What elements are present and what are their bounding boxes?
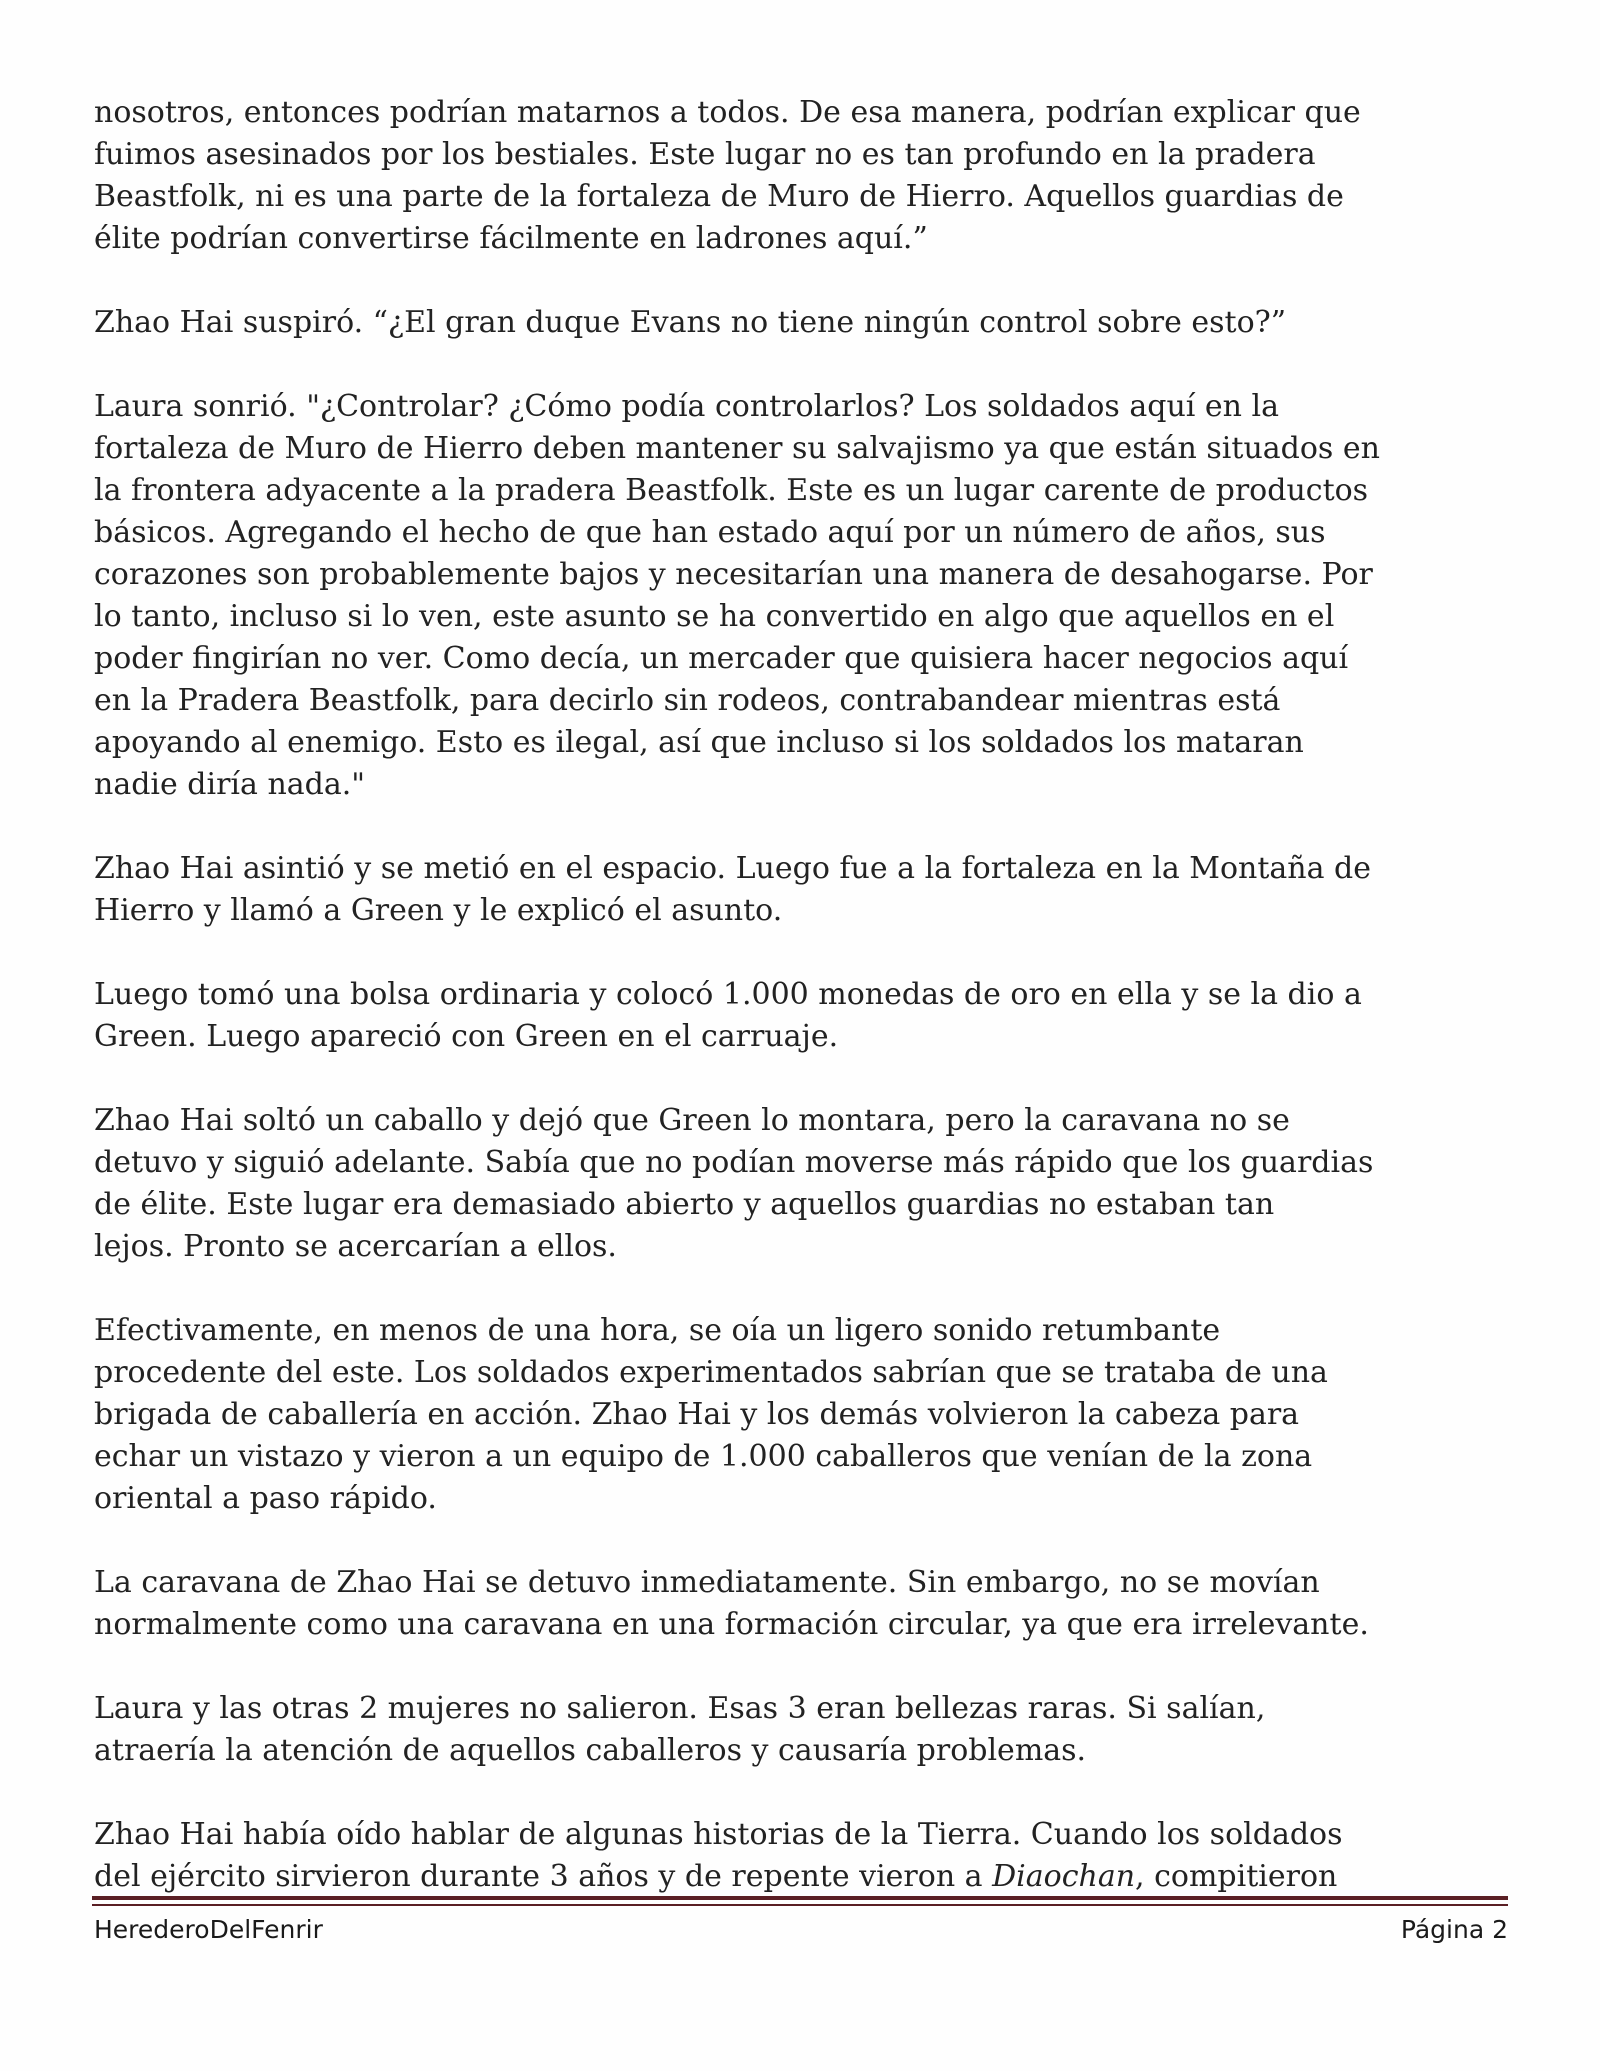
footer-rule-thick — [92, 1896, 1508, 1900]
text-line: en la Pradera Beastfolk, para decirlo sin rodeos, contrabandear mientras está — [94, 683, 1281, 718]
text-line: nosotros, entonces podrían matarnos a todos. De esa manera, podrían explicar que — [94, 95, 1361, 130]
text-line: Zhao Hai asintió y se metió en el espacio. Luego fue a la fortaleza en la Montaña de — [94, 851, 1371, 886]
text-line: Zhao Hai había oído hablar de algunas historias de la Tierra. Cuando los soldados — [94, 1817, 1343, 1852]
text-line: básicos. Agregando el hecho de que han estado aquí por un número de años, sus — [94, 515, 1326, 550]
text-line: lo tanto, incluso si lo ven, este asunto se ha convertido en algo que aquellos en el — [94, 599, 1335, 634]
text-line: atraería la atención de aquellos caballeros y causaría problemas. — [94, 1733, 1087, 1768]
paragraph — [94, 92, 1514, 260]
text-line: normalmente como una caravana en una formación circular, ya que era irrelevante. — [94, 1607, 1369, 1642]
paragraph — [94, 1310, 1514, 1520]
footer-author: HerederoDelFenrir — [94, 1915, 323, 1944]
text-line: Efectivamente, en menos de una hora, se oía un ligero sonido retumbante — [94, 1313, 1221, 1348]
text-line: la frontera adyacente a la pradera Beastfolk. Este es un lugar carente de productos — [94, 473, 1369, 508]
paragraph — [94, 302, 1514, 344]
footer-rule-thin — [92, 1904, 1508, 1906]
paragraph — [94, 848, 1514, 932]
text-line: poder fingirían no ver. Como decía, un mercader que quisiera hacer negocios aquí — [94, 641, 1349, 676]
text-line: Laura sonrió. "¿Controlar? ¿Cómo podía controlarlos? Los soldados aquí en la — [94, 389, 1279, 424]
paragraph — [94, 1562, 1514, 1646]
page-body-text — [94, 92, 1514, 1898]
text-line: Hierro y llamó a Green y le explicó el asunto. — [94, 893, 783, 928]
text-line: nadie diría nada." — [94, 767, 366, 802]
paragraph — [94, 974, 1514, 1058]
text-line: corazones son probablemente bajos y necesitarían una manera de desahogarse. Por — [94, 557, 1373, 592]
text-line: del ejército sirvieron durante 3 años y de repente vieron a Diaochan, compitieron — [94, 1859, 1338, 1894]
text-line: Beastfolk, ni es una parte de la fortaleza de Muro de Hierro. Aquellos guardias de — [94, 179, 1344, 214]
text-line: Zhao Hai suspiró. “¿El gran duque Evans no tiene ningún control sobre esto?” — [94, 305, 1287, 340]
italic-name: Diaochan — [992, 1859, 1136, 1894]
paragraph — [94, 1100, 1514, 1268]
text-line: Luego tomó una bolsa ordinaria y colocó 1.000 monedas de oro en ella y se la dio a — [94, 977, 1362, 1012]
text-line: detuvo y siguió adelante. Sabía que no podían moverse más rápido que los guardias — [94, 1145, 1374, 1180]
text-line: Zhao Hai soltó un caballo y dejó que Green lo montara, pero la caravana no se — [94, 1103, 1290, 1138]
text-line: lejos. Pronto se acercarían a ellos. — [94, 1229, 617, 1264]
text-line: Green. Luego apareció con Green en el carruaje. — [94, 1019, 839, 1054]
text-line: La caravana de Zhao Hai se detuvo inmediatamente. Sin embargo, no se movían — [94, 1565, 1320, 1600]
text-line: procedente del este. Los soldados experimentados sabrían que se trataba de una — [94, 1355, 1328, 1390]
text-line: de élite. Este lugar era demasiado abierto y aquellos guardias no estaban tan — [94, 1187, 1275, 1222]
text-line: fortaleza de Muro de Hierro deben mantener su salvajismo ya que están situados en — [94, 431, 1380, 466]
text-line: apoyando al enemigo. Esto es ilegal, así que incluso si los soldados los mataran — [94, 725, 1304, 760]
footer-page-number: Página 2 — [1400, 1915, 1508, 1944]
paragraph — [94, 386, 1514, 806]
paragraph — [94, 1814, 1514, 1898]
text-line: oriental a paso rápido. — [94, 1481, 437, 1516]
text-line: fuimos asesinados por los bestiales. Este lugar no es tan profundo en la pradera — [94, 137, 1316, 172]
text-line: Laura y las otras 2 mujeres no salieron. Esas 3 eran bellezas raras. Si salían, — [94, 1691, 1266, 1726]
text-line: brigada de caballería en acción. Zhao Hai y los demás volvieron la cabeza para — [94, 1397, 1300, 1432]
text-line: élite podrían convertirse fácilmente en ladrones aquí.” — [94, 221, 928, 256]
paragraph — [94, 1688, 1514, 1772]
text-line: echar un vistazo y vieron a un equipo de 1.000 caballeros que venían de la zona — [94, 1439, 1313, 1474]
